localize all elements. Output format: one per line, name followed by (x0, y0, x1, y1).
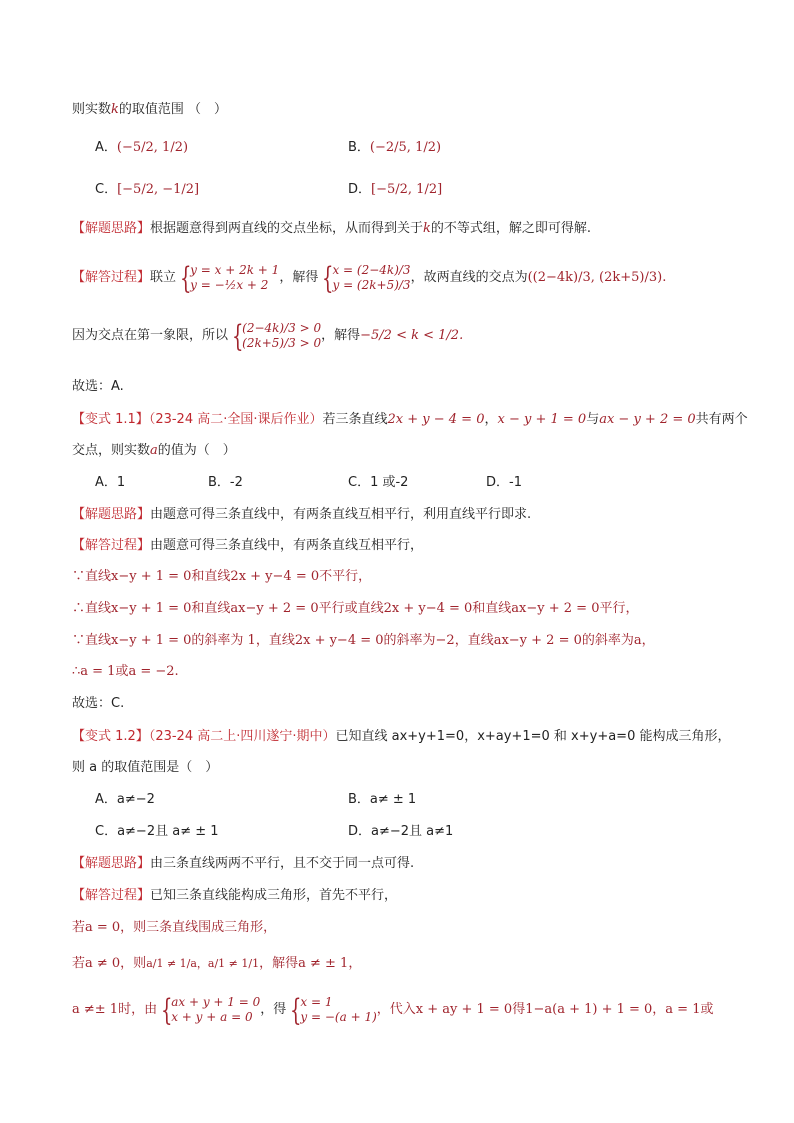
option-b: B．(−2/5, 1/2) (348, 140, 442, 155)
variant-1-2-stem: 【变式 1.2】（23-24 高二上·四川遂宁·期中）已知直线 ax+y+1=0，x+ay+1=0 和 x+y+a=0 能构成三角形， (72, 729, 731, 744)
inequality-system: { (2−4k)/3 > 0 (2k+5)/3 > 0 (232, 318, 322, 354)
option-a: A．(−5/2, 1/2) (95, 140, 189, 155)
variant-1-2-idea: 【解题思路】由三条直线两两不平行，且不交于同一点可得. (72, 856, 415, 871)
quadrant-reasoning: 因为交点在第一象限，所以 { (2−4k)/3 > 0 (2k+5)/3 > 0 ，解得−5/2 < k < 1/2. (72, 318, 464, 354)
solution-system-1: { x = (2−4k)/3 y = (2k+5)/3 (322, 260, 411, 296)
variant-1-1-option-c: C．1 或-2 (348, 475, 409, 490)
solution-idea: 【解题思路】根据题意得到两直线的交点坐标，从而得到关于k的不等式组，解之即可得解. (72, 221, 592, 236)
variant-1-2-line-3: a ≠± 1时，由 { ax + y + 1 = 0 x + y + a = 0 ，得 { x = 1 y = −(a + 1) ，代入x + ay + 1 = 0得1−a(a + 1) + 1 = 0，a = 1或 (72, 992, 714, 1028)
variant-1-1-line-3: ∵直线x−y + 1 = 0的斜率为 1，直线2x + y−4 = 0的斜率为−2，直线ax−y + 2 = 0的斜率为a， (72, 633, 655, 648)
variant-1-2-tag: 【变式 1.2】 (72, 729, 149, 744)
variant-1-1-source: （23-24 高二·全国·课后作业） (148, 412, 323, 427)
option-b-value: (−2/5, 1/2) (369, 140, 442, 155)
variant-1-1-line-2: ∴直线x−y + 1 = 0和直线ax−y + 2 = 0平行或直线2x + y−4 = 0和直线ax−y + 2 = 0平行， (72, 601, 639, 616)
variant-1-1-option-d: D．-1 (486, 475, 522, 490)
variant-1-2-stem-2: 则 a 的取值范围是（ ） (72, 760, 219, 775)
option-c: C．[−5/2, −1/2] (95, 182, 200, 197)
idea-tag: 【解题思路】 (72, 221, 151, 236)
option-d: D．[−5/2, 1/2] (348, 182, 443, 197)
variant-1-1-line-1: ∵直线x−y + 1 = 0和直线2x + y−4 = 0不平行， (72, 569, 372, 584)
variant-1-2-source: （23-24 高二上·四川遂宁·期中） (148, 729, 336, 744)
variant-1-1-stem: 【变式 1.1】（23-24 高二·全国·课后作业）若三条直线2x + y − 4 = 0，x − y + 1 = 0与ax − y + 2 = 0共有两个 (72, 412, 748, 427)
answer-line: 故选：A. (72, 379, 124, 394)
option-d-value: [−5/2, 1/2] (371, 182, 443, 197)
variant-1-2-option-a: A．a≠−2 (95, 792, 155, 807)
variant-1-1-tag: 【变式 1.1】 (72, 412, 149, 427)
variant-1-1-option-a: A．1 (95, 475, 126, 490)
variant-1-2-option-d: D．a≠−2且 a≠1 (348, 824, 454, 839)
variant-1-1-answer: 故选：C. (72, 696, 125, 711)
variant-1-1-stem-2: 交点，则实数a的值为（ ） (72, 443, 236, 458)
variant-1-2-option-c: C．a≠−2且 a≠ ± 1 (95, 824, 219, 839)
variant-1-2-line-2: 若a ≠ 0，则a/1 ≠ 1/a，a/1 ≠ 1/1，解得a ≠ ± 1， (72, 956, 362, 971)
variant-1-1-process: 【解答过程】由题意可得三条直线中，有两条直线互相平行， (72, 538, 424, 553)
k-range-result: −5/2 < k < 1/2. (360, 328, 464, 343)
variant-1-2-system-2: { x = 1 y = −(a + 1) (290, 992, 377, 1028)
question-stem: 则实数k的取值范围 （ ） (72, 102, 228, 117)
option-c-value: [−5/2, −1/2] (117, 182, 200, 197)
variant-1-2-process: 【解答过程】已知三条直线能构成三角形，首先不平行， (72, 888, 398, 903)
variant-1-2-option-b: B．a≠ ± 1 (348, 792, 417, 807)
solution-process: 【解答过程】联立 { y = x + 2k + 1 y = −½x + 2 ，解得 { x = (2−4k)/3 y = (2k+5)/3 ，故两直线的交点为((2−4k)/3, (2k+5)/3). (72, 260, 667, 296)
variant-1-1-option-b: B．-2 (208, 475, 243, 490)
equation-system-1: { y = x + 2k + 1 y = −½x + 2 (180, 260, 280, 296)
variant-1-1-line-4: ∴a = 1或a = −2. (72, 664, 179, 679)
variant-1-2-line-1: 若a = 0，则三条直线围成三角形， (72, 920, 277, 935)
process-tag: 【解答过程】 (72, 270, 151, 285)
variant-1-2-system-1: { ax + y + 1 = 0 x + y + a = 0 (161, 992, 261, 1028)
intersection-point: ((2−4k)/3, (2k+5)/3). (527, 270, 667, 285)
option-a-value: (−5/2, 1/2) (116, 140, 189, 155)
variant-1-1-idea: 【解题思路】由题意可得三条直线中，有两条直线互相平行，利用直线平行即求. (72, 507, 532, 522)
